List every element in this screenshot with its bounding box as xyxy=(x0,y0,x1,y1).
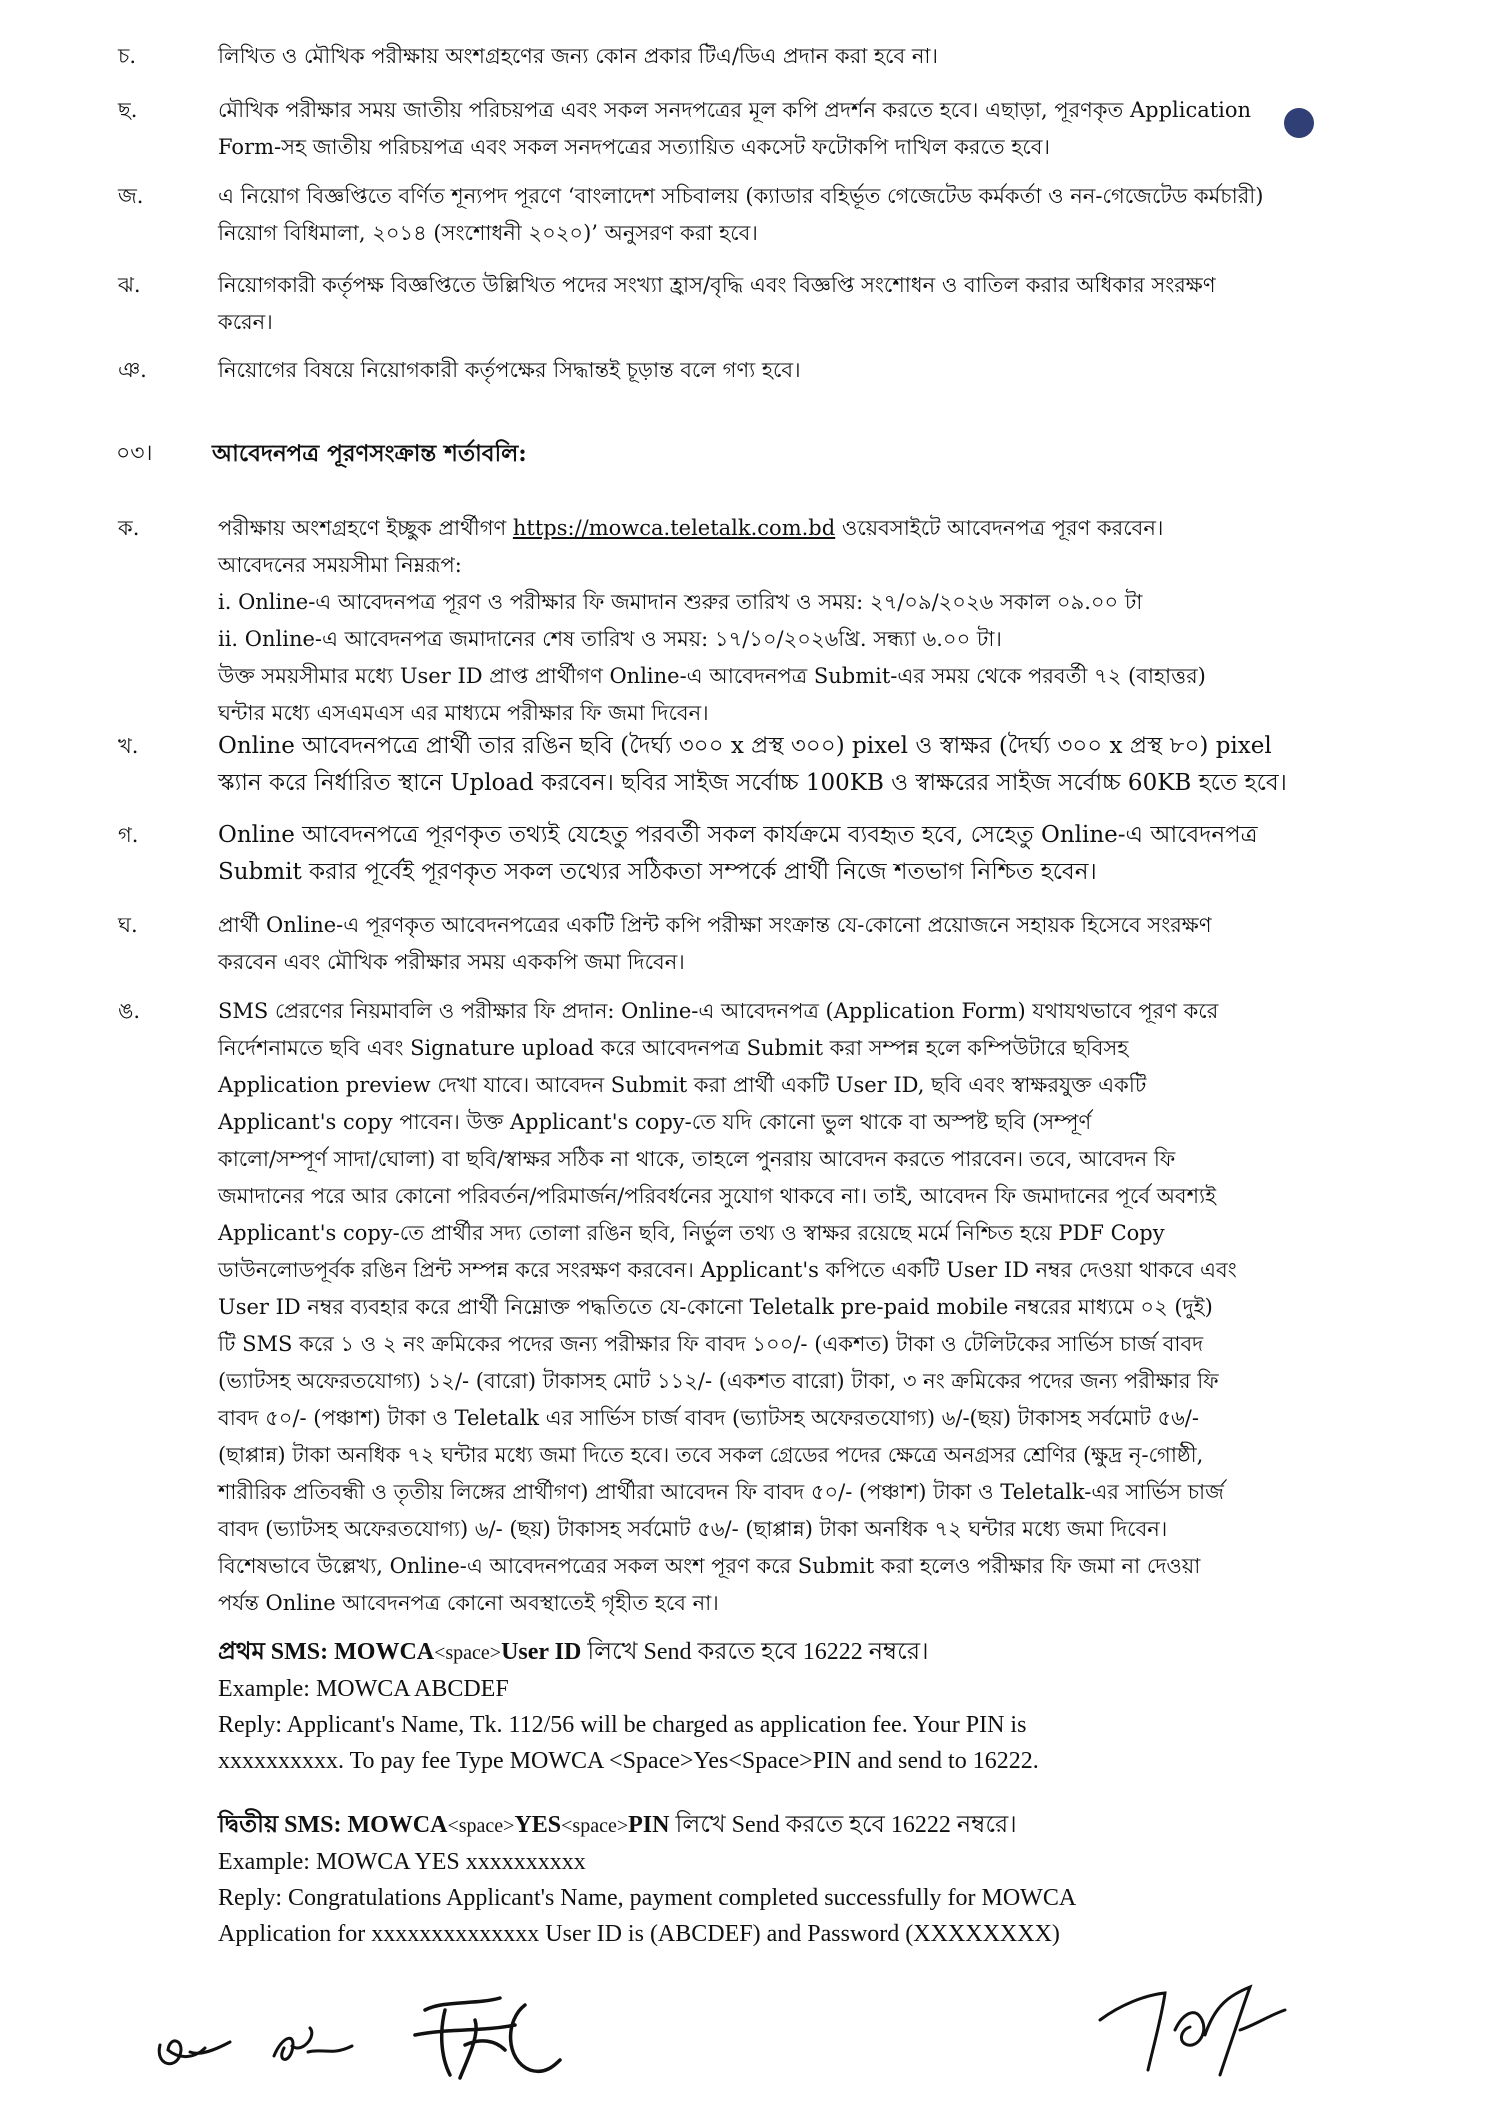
clause-text: নির্দেশনামতে ছবি এবং Signature upload করে আবেদনপত্র Submit করা সম্পন্ন হলে কম্পিউটারে ছবিসহ xyxy=(218,1036,1129,1060)
sms-heading xyxy=(218,1807,1364,1844)
sms-reply: xxxxxxxxxx. To pay fee Type MOWCA <Space>Yes<Space>PIN and send to 16222. xyxy=(218,1748,1039,1774)
sms-heading-bold: PIN xyxy=(628,1812,670,1838)
clause-text: বাবদ ৫০/- (পঞ্চাশ) টাকা ও Teletalk এর সার্ভিস চার্জ বাবদ (ভ্যাটসহ অফেরতযোগ্য) ৬/-(ছয়) টাকাসহ সর্বমোট ৫৬/- xyxy=(218,1406,1199,1430)
sms-heading xyxy=(218,1634,1364,1671)
clause-text: বিশেষভাবে উল্লেখ্য, Online-এ আবেদনপত্রের সকল অংশ পূরণ করে Submit করা হলেও পরীক্ষার ফি জমা না দেওয়া xyxy=(218,1554,1201,1578)
clause-mark: ঞ. xyxy=(118,358,147,382)
clause-text: লিখিত ও মৌখিক পরীক্ষায় অংশগ্রহণের জন্য কোন প্রকার টিএ/ডিএ প্রদান করা হবে না। xyxy=(218,44,938,68)
sms-reply: Reply: Applicant's Name, Tk. 112/56 will be charged as application fee. Your PIN is xyxy=(218,1712,1027,1738)
sms-reply: Reply: Congratulations Applicant's Name, payment completed successfully for MOWCA xyxy=(218,1885,1077,1911)
sms-heading-bold: দ্বিতীয় SMS: MOWCA xyxy=(218,1812,448,1838)
clause-text-part: ওয়েবসাইটে আবেদনপত্র পূরণ করবেন। xyxy=(835,516,1164,540)
clause-text: স্ক্যান করে নির্ধারিত স্থানে Upload করবেন। ছবির সাইজ সর্বোচ্চ 100KB ও স্বাক্ষরের সাইজ সর্বোচ্চ 60KB হতে হবে। xyxy=(218,770,1287,796)
sms-reply: Application for xxxxxxxxxxxxxx User ID is (ABCDEF) and Password (XXXXXXXX) xyxy=(218,1921,1060,1947)
clause-text: বাবদ (ভ্যাটসহ অফেরতযোগ্য) ৬/- (ছয়) টাকাসহ সর্বমোট ৫৬/- (ছাপ্পান্ন) টাকা অনধিক ৭২ ঘন্টার মধ্যে জমা দিবেন। xyxy=(218,1517,1168,1541)
clause-text: এ নিয়োগ বিজ্ঞপ্তিতে বর্ণিত শূন্যপদ পূরণে ‘বাংলাদেশ সচিবালয় (ক্যাডার বহির্ভূত গেজেটেড কর্মকর্তা ও নন-গেজেটেড কর্মচারী) xyxy=(218,184,1264,208)
clause-text: প্রার্থী Online-এ পূরণকৃত আবেদনপত্রের একটি প্রিন্ট কপি পরীক্ষা সংক্রান্ত যে-কোনো প্রয়োজনে সহায়ক হিসেবে সংরক্ষণ xyxy=(218,913,1212,937)
ink-stamp-mark xyxy=(1284,108,1314,138)
website-link[interactable]: https://mowca.teletalk.com.bd xyxy=(512,516,836,540)
clause-mark: ঘ. xyxy=(118,913,138,937)
clause-mark: চ. xyxy=(118,44,137,68)
clause-text: শারীরিক প্রতিবন্ধী ও তৃতীয় লিঙ্গের প্রার্থীগণ) প্রার্থীরা আবেদন ফি বাবদ ৫০/- (পঞ্চাশ) টাকা ও Teletalk-এর সার্ভিস চার্জ xyxy=(218,1480,1224,1504)
clause-mark: খ. xyxy=(118,734,139,758)
clause-text: আবেদনের সময়সীমা নিম্নরূপ: xyxy=(218,553,462,577)
clause-text: Application preview দেখা যাবে। আবেদন Submit করা প্রার্থী একটি User ID, ছবি এবং স্বাক্ষরযুক্ত একটি xyxy=(218,1073,1147,1097)
sms-example: Example: MOWCA ABCDEF xyxy=(218,1676,509,1702)
clause-text: জমাদানের পরে আর কোনো পরিবর্তন/পরিমার্জন/পরিবর্ধনের সুযোগ থাকবে না। তাই, আবেদন ফি জমাদানের পূর্বে অবশ্যই xyxy=(218,1184,1217,1208)
clause-text: নিয়োগের বিষয়ে নিয়োগকারী কর্তৃপক্ষের সিদ্ধান্তই চূড়ান্ত বলে গণ্য হবে। xyxy=(218,358,801,382)
sms-first-block xyxy=(218,1634,1364,1779)
clause-text: Form-সহ জাতীয় পরিচয়পত্র এবং সকল সনদপত্রের সত্যায়িত একসেট ফটোকপি দাখিল করতে হবে। xyxy=(218,135,1050,159)
clause-text: Online আবেদনপত্রে পূরণকৃত তথ্যই যেহেতু পরবর্তী সকল কার্যক্রমে ব্যবহৃত হবে, সেহেতু Online-এ আবেদনপত্র xyxy=(218,822,1258,848)
clause-text: করেন। xyxy=(218,310,273,334)
sms-space-token: <space> xyxy=(434,1642,502,1664)
clause-mark: জ. xyxy=(118,184,144,208)
sms-heading-rest: লিখে Send করতে হবে 16222 নম্বরে। xyxy=(669,1812,1017,1838)
clause-mark: ঝ. xyxy=(118,273,141,297)
clause-text: নিয়োগ বিধিমালা, ২০১৪ (সংশোধনী ২০২০)’ অনুসরণ করা হবে। xyxy=(218,221,758,245)
clause-text: (ছাপ্পান্ন) টাকা অনধিক ৭২ ঘন্টার মধ্যে জমা দিতে হবে। তবে সকল গ্রেডের পদের ক্ষেত্রে অনগ্রসর শ্রেণির (ক্ষুদ্র নৃ-গোষ্ঠী, xyxy=(218,1443,1204,1467)
clause-text: টি SMS করে ১ ও ২ নং ক্রমিকের পদের জন্য পরীক্ষার ফি বাবদ ১০০/- (একশত) টাকা ও টেলিটকের সার্ভিস চার্জ বাবদ xyxy=(218,1332,1204,1356)
clause-mark: ঙ. xyxy=(118,999,141,1023)
signature-2 xyxy=(262,2016,362,2076)
clause-text: করবেন এবং মৌখিক পরীক্ষার সময় এককপি জমা দিবেন। xyxy=(218,950,685,974)
clause-text: নিয়োগকারী কর্তৃপক্ষ বিজ্ঞপ্তিতে উল্লিখিত পদের সংখ্যা হ্রাস/বৃদ্ধি এবং বিজ্ঞপ্তি সংশোধন ও বাতিল করার অধিকার সংরক্ষণ xyxy=(218,273,1216,297)
clause-text-part: পরীক্ষায় অংশগ্রহণে ইচ্ছুক প্রার্থীগণ xyxy=(218,516,513,540)
clause-text: ডাউনলোডপূর্বক রঙিন প্রিন্ট সম্পন্ন করে সংরক্ষণ করবেন। Applicant's কপিতে একটি User ID নম্বর দেওয়া থাকবে এবং xyxy=(218,1258,1237,1282)
sms-example: Example: MOWCA YES xxxxxxxxxx xyxy=(218,1849,586,1875)
section-number: ০৩। xyxy=(116,441,153,466)
sms-second-block xyxy=(218,1807,1364,1952)
clause-text: SMS প্রেরণের নিয়মাবলি ও পরীক্ষার ফি প্রদান: Online-এ আবেদনপত্র (Application Form) যথাযথভাবে পূরণ করে xyxy=(218,999,1219,1023)
clause-text: মৌখিক পরীক্ষার সময় জাতীয় পরিচয়পত্র এবং সকল সনদপত্রের মূল কপি প্রদর্শন করতে হবে। এছাড়া, পূরণকৃত Application xyxy=(218,98,1252,122)
clause-text: i. Online-এ আবেদনপত্র পূরণ ও পরীক্ষার ফি জমাদান শুরুর তারিখ ও সময়: ২৭/০৯/২০২৬ সকাল ০৯.০০ টা xyxy=(218,590,1143,614)
sms-heading-bold: User ID xyxy=(501,1639,582,1665)
sms-heading-rest: লিখে Send করতে হবে 16222 নম্বরে। xyxy=(581,1639,929,1665)
signature-4 xyxy=(1090,1975,1290,2085)
sms-heading-bold: YES xyxy=(514,1812,562,1838)
clause-text: ii. Online-এ আবেদনপত্র জমাদানের শেষ তারিখ ও সময়: ১৭/১০/২০২৬খ্রি. সন্ধ্যা ৬.০০ টা। xyxy=(218,627,1002,651)
sms-heading-bold: প্রথম SMS: MOWCA xyxy=(218,1639,435,1665)
clause-text: (ভ্যাটসহ অফেরতযোগ্য) ১২/- (বারো) টাকাসহ মোট ১১২/- (একশত বারো) টাকা, ৩ নং ক্রমিকের পদের জন্য পরীক্ষার ফি xyxy=(218,1369,1219,1393)
sms-space-token: <space> xyxy=(447,1815,515,1837)
section-title: আবেদনপত্র পূরণসংক্রান্ত শর্তাবলি: xyxy=(212,440,527,467)
clause-text: Online আবেদনপত্রে প্রার্থী তার রঙিন ছবি (দৈর্ঘ্য ৩০০ x প্রস্থ ৩০০) pixel ও স্বাক্ষর (দৈর্ঘ্য ৩০০ x প্রস্থ ৮০) pixel xyxy=(218,733,1272,759)
clause-text: User ID নম্বর ব্যবহার করে প্রার্থী নিম্নোক্ত পদ্ধতিতে যে-কোনো Teletalk pre-paid mobile নম্বরের মাধ্যমে ০২ (দুই) xyxy=(218,1295,1213,1319)
signature-3 xyxy=(405,1990,565,2085)
clause-text: ঘন্টার মধ্যে এসএমএস এর মাধ্যমে পরীক্ষার ফি জমা দিবেন। xyxy=(218,701,709,725)
clause-mark: ছ. xyxy=(118,98,138,122)
clause-text xyxy=(218,510,1364,547)
clause-text: Submit করার পূর্বেই পূরণকৃত সকল তথ্যের সঠিকতা সম্পর্কে প্রার্থী নিজে শতভাগ নিশ্চিত হবেন। xyxy=(218,859,1097,885)
clause-mark: ক. xyxy=(118,516,140,540)
clause-text: Applicant's copy পাবেন। উক্ত Applicant's copy-তে যদি কোনো ভুল থাকে বা অস্পষ্ট ছবি (সম্পূর্ণ xyxy=(218,1110,1092,1134)
signature-1 xyxy=(150,2020,240,2080)
clause-text: কালো/সম্পূর্ণ সাদা/ঘোলা) বা ছবি/স্বাক্ষর সঠিক না থাকে, তাহলে পুনরায় আবেদন করতে পারবেন। তবে, আবেদন ফি xyxy=(218,1147,1176,1171)
sms-space-token: <space> xyxy=(561,1815,629,1837)
clause-text: উক্ত সময়সীমার মধ্যে User ID প্রাপ্ত প্রার্থীগণ Online-এ আবেদনপত্র Submit-এর সময় থেকে পরবর্তী ৭২ (বাহাত্তর) xyxy=(218,664,1206,688)
clause-mark: গ. xyxy=(118,823,139,847)
clause-text: Applicant's copy-তে প্রার্থীর সদ্য তোলা রঙিন ছবি, নির্ভুল তথ্য ও স্বাক্ষর রয়েছে মর্মে নিশ্চিত হয়ে PDF Copy xyxy=(218,1221,1165,1245)
clause-text: পর্যন্ত Online আবেদনপত্র কোনো অবস্থাতেই গৃহীত হবে না। xyxy=(218,1591,719,1615)
